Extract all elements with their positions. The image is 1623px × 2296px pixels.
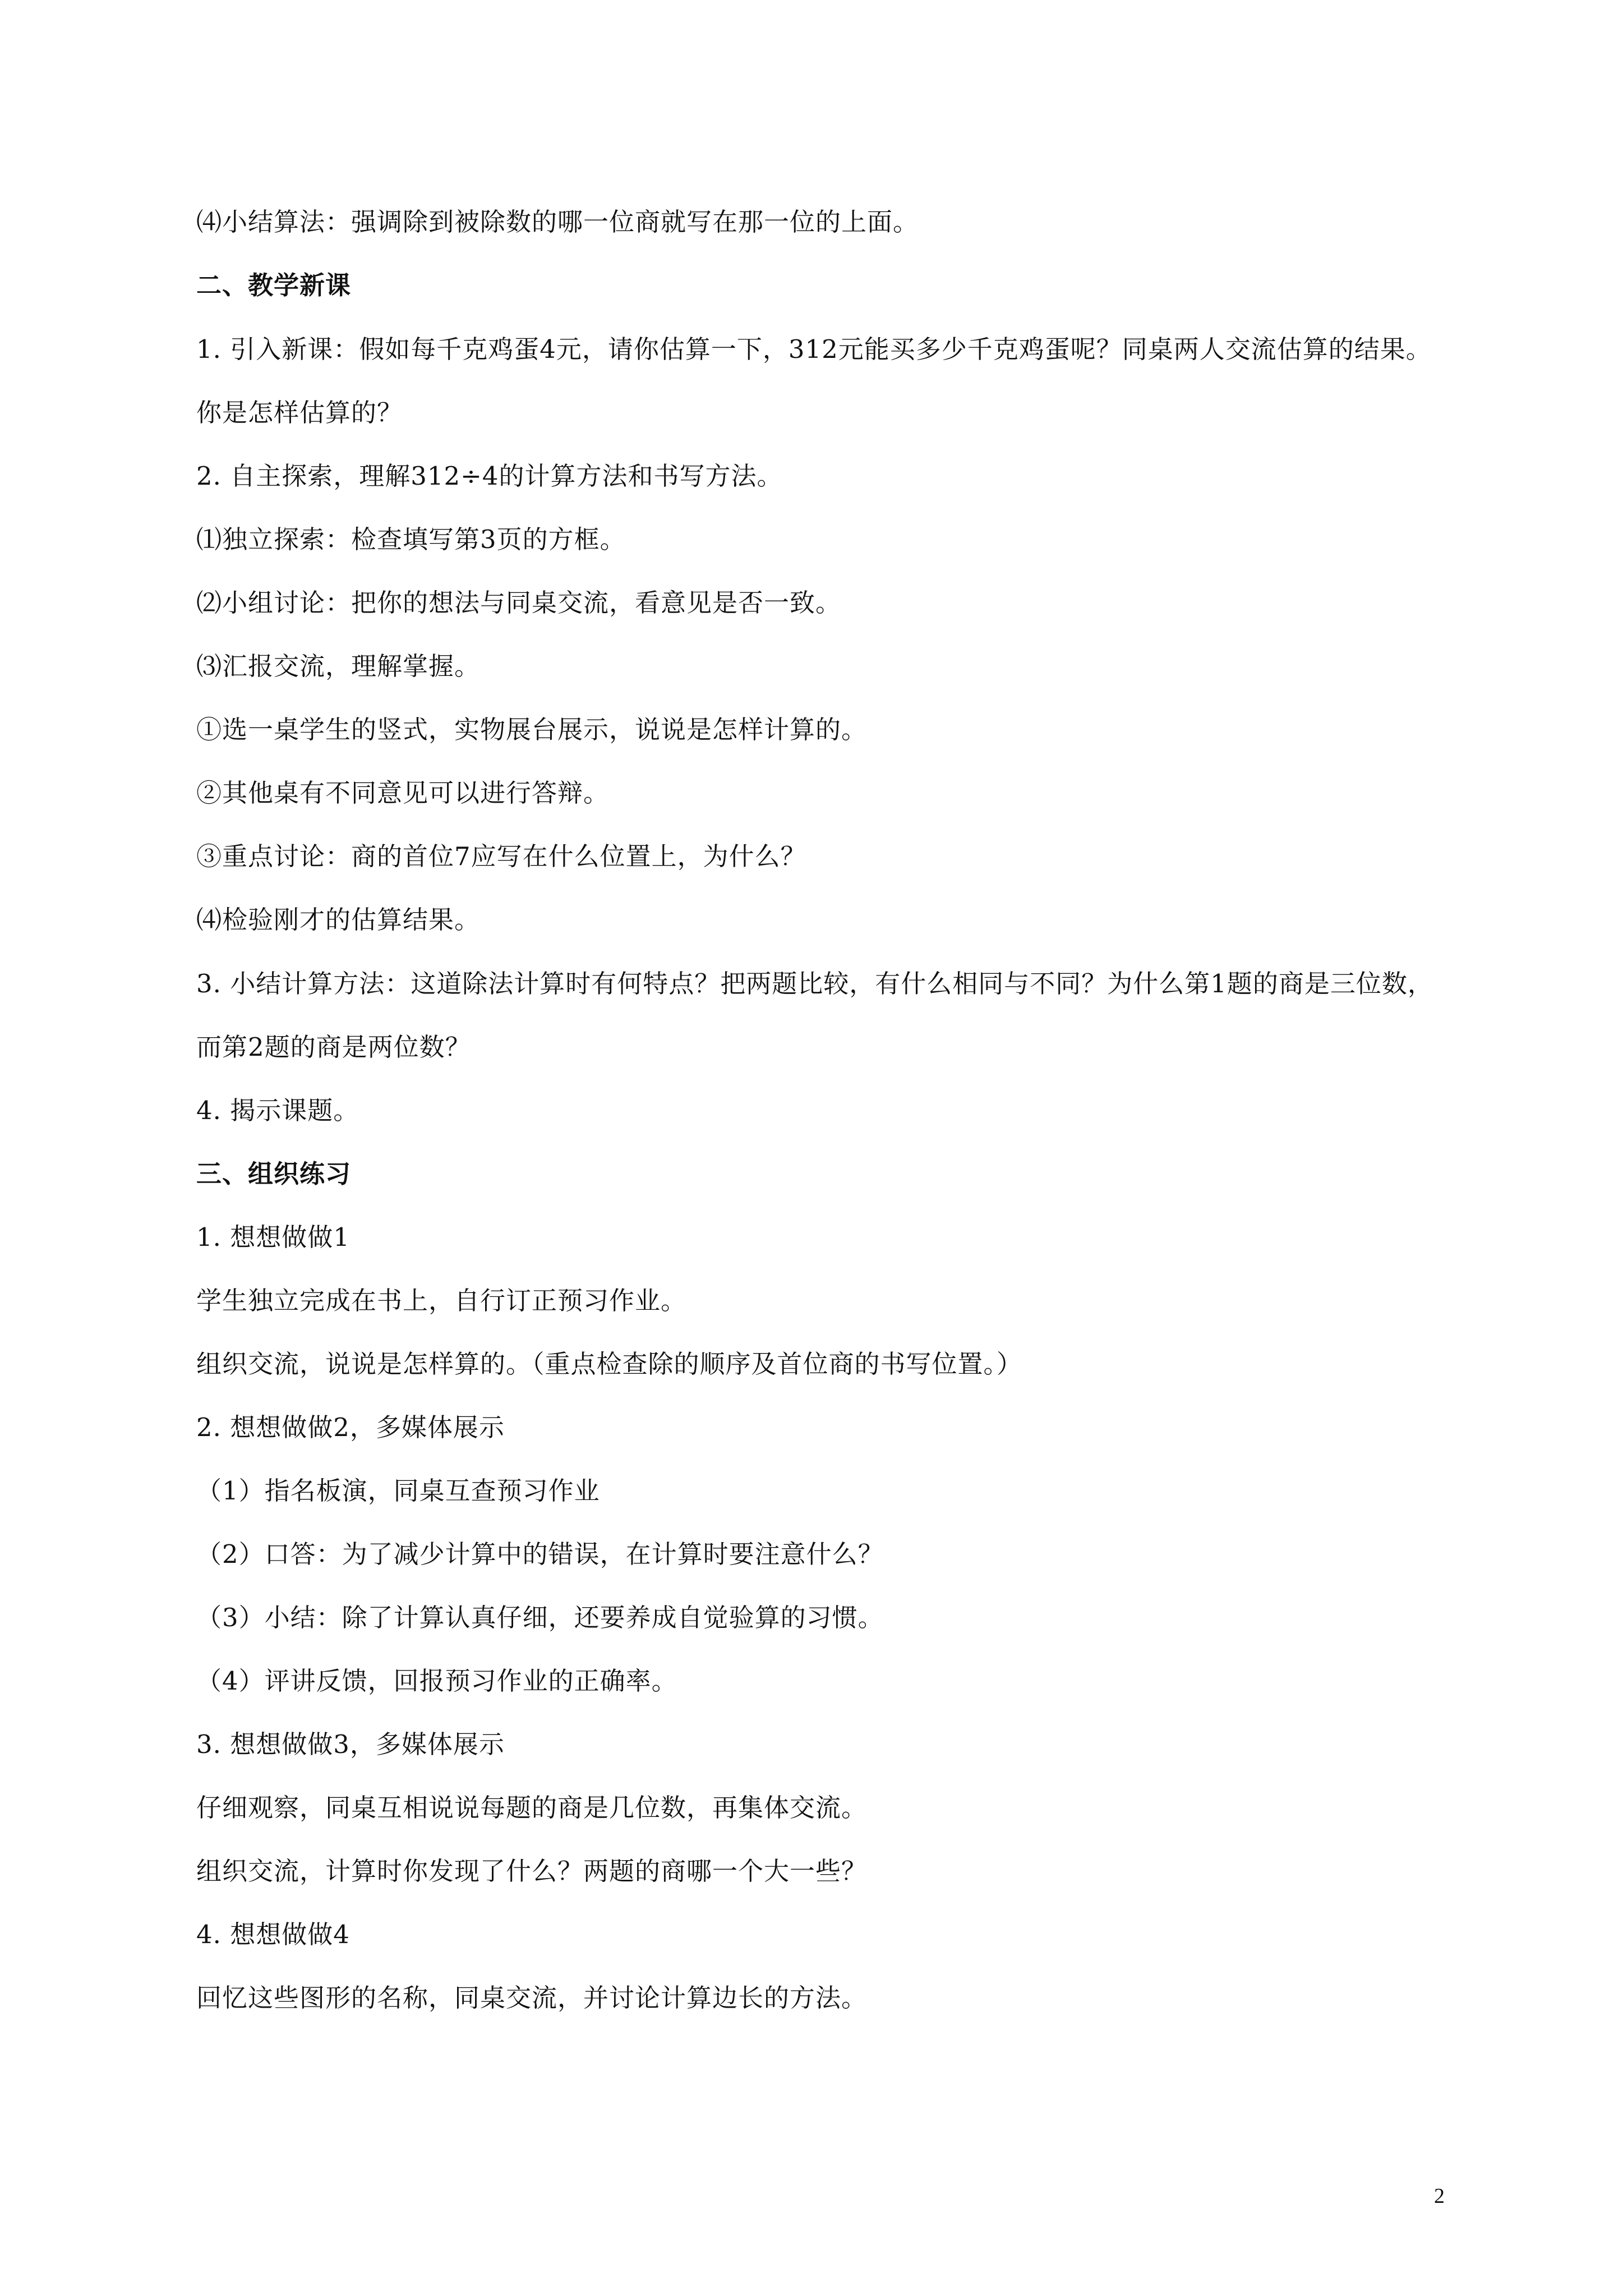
paragraph: 组织交流，说说是怎样算的。（重点检查除的顺序及首位商的书写位置。） xyxy=(196,1349,1023,1379)
paragraph: 仔细观察，同桌互相说说每题的商是几位数，再集体交流。 xyxy=(196,1793,868,1823)
paragraph: 4. 揭示课题。 xyxy=(196,1096,359,1125)
paragraph: 学生独立完成在书上，自行订正预习作业。 xyxy=(196,1286,687,1315)
page-number: 2 xyxy=(1434,2184,1445,2208)
paragraph: ⑷小结算法：强调除到被除数的哪一位商就写在那一位的上面。 xyxy=(196,207,919,237)
section-heading: 三、组织练习 xyxy=(196,1159,352,1189)
paragraph: ⑴独立探索：检查填写第3页的方框。 xyxy=(196,524,626,554)
paragraph: 4. 想想做做4 xyxy=(196,1920,350,1949)
paragraph: （1）指名板演，同桌互查预习作业 xyxy=(196,1476,600,1506)
paragraph: 2. 自主探索，理解312÷4的计算方法和书写方法。 xyxy=(196,461,783,491)
paragraph: ⑶汇报交流，理解掌握。 xyxy=(196,651,481,681)
paragraph: 1. 引入新课：假如每千克鸡蛋4元，请你估算一下，312元能买多少千克鸡蛋呢？同桌两人交流估算的结果。 xyxy=(196,334,1432,364)
paragraph: 1. 想想做做1 xyxy=(196,1222,350,1252)
paragraph: （4）评讲反馈，回报预习作业的正确率。 xyxy=(196,1666,677,1696)
paragraph: ②其他桌有不同意见可以进行答辩。 xyxy=(196,778,610,808)
paragraph: ①选一桌学生的竖式，实物展台展示，说说是怎样计算的。 xyxy=(196,715,868,744)
paragraph: 组织交流，计算时你发现了什么？两题的商哪一个大一些？ xyxy=(196,1856,868,1886)
section-heading: 二、教学新课 xyxy=(196,270,352,300)
paragraph: （2）口答：为了减少计算中的错误，在计算时要注意什么？ xyxy=(196,1539,884,1569)
paragraph: 2. 想想做做2，多媒体展示 xyxy=(196,1412,505,1442)
paragraph: ③重点讨论：商的首位7应写在什么位置上，为什么？ xyxy=(196,841,806,871)
paragraph: 3. 小结计算方法：这道除法计算时有何特点？把两题比较，有什么相同与不同？为什么第1题的商是三位数，而第2题的商是两位数？ xyxy=(196,969,1433,1062)
document-body xyxy=(196,205,1447,2045)
paragraph: （3）小结：除了计算认真仔细，还要养成自觉验算的习惯。 xyxy=(196,1603,884,1632)
paragraph: 你是怎样估算的？ xyxy=(196,398,403,427)
paragraph: 回忆这些图形的名称，同桌交流，并讨论计算边长的方法。 xyxy=(196,1983,868,2013)
paragraph: ⑵小组讨论：把你的想法与同桌交流，看意见是否一致。 xyxy=(196,588,842,618)
paragraph: ⑷检验刚才的估算结果。 xyxy=(196,905,481,935)
paragraph: 3. 想想做做3，多媒体展示 xyxy=(196,1729,505,1759)
